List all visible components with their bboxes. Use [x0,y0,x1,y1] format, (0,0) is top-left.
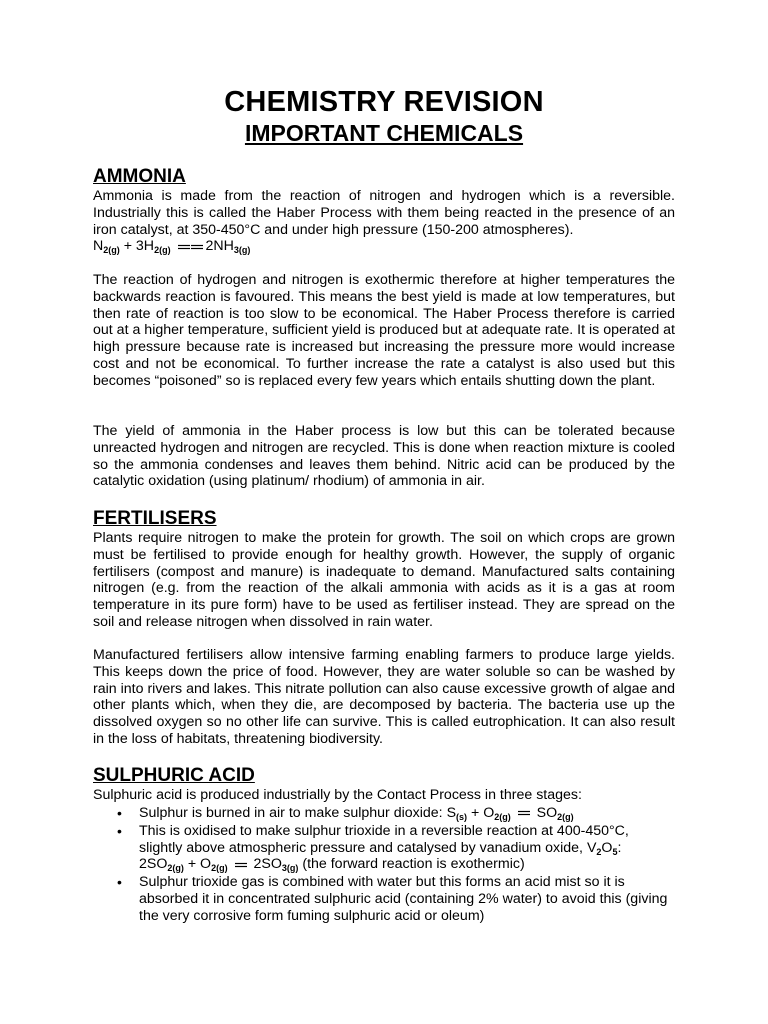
bullet-icon: • [117,822,122,839]
section-heading-fertilisers: FERTILISERS [93,508,217,529]
ammonia-paragraph-3: The yield of ammonia in the Haber process is low but this can be tolerated because unreacted hydrogen and nitrogen are recycled. This is done when reaction mixture is cooled so the ammonia condenses and leaves them behind. Nitric acid can be produced by the catalytic oxidation (using platinum/ rhodium) of ammonia in air. [93,423,675,490]
list-item [93,823,675,873]
fertilisers-paragraph-1: Plants require nitrogen to make the protein for growth. The soil on which crops are grown must be fertilised to provide enough for healthy growth. However, the supply of organic fertilisers (compost and manure) is inadequate to demand. Manufactured salts containing nitrogen (e.g. from the reaction of the alkali ammonia with acids as it is a gas at room temperature in its pure form) have to be used as fertiliser instead. They are spread on the soil and release nitrogen when dissolved in rain water. [93,530,675,630]
stage-2-colon: : [617,839,622,856]
page-title: CHEMISTRY REVISION [224,86,544,118]
section-heading-ammonia: AMMONIA [93,166,186,187]
eq-n: N [93,238,104,255]
eq-n-sub: 2(g) [103,245,120,256]
stage-2-eq-plus-o: + O [183,856,212,873]
eq-plus-h: + 3H [119,238,155,255]
stage-1-plus-o: + O [467,805,495,821]
stage-2-eq-so3: 2SO [253,856,282,873]
stage-1-s-sub: (s) [456,812,468,822]
list-item [93,805,675,822]
equilibrium-arrow-icon [518,810,530,816]
stage-2-eq-so2: 2SO [139,856,168,873]
stage-1-text: Sulphur is burned in air to make sulphur dioxide: S [139,805,457,821]
ammonia-paragraph-2: The reaction of hydrogen and nitrogen is exothermic therefore at higher temperatures the backwards reaction is favoured. This means the best yield is made at low temperatures, but then rate of reaction is too slow to be economical. The Haber Process therefore is carried out at a higher temperature, sufficient yield is produced but at adequate rate. It is operated at high pressure because rate is increased but increasing the pressure more would increase cost and not be economical. To further increase the rate a catalyst is also used but this becomes “poisoned” so is replaced every few years which entails shutting down the plant. [93,272,675,389]
equilibrium-arrow-icon [191,244,203,250]
contact-process-stages [93,805,675,926]
stage-2-note: (the forward reaction is exothermic) [298,856,525,873]
stage-2-eq-o-sub: 2(g) [211,863,228,874]
list-item [93,874,675,924]
eq-nh3-sub: 3(g) [233,245,251,256]
stage-2-o-sub: 5 [612,846,618,857]
stage-2-text: This is oxidised to make sulphur trioxide in a reversible reaction at 400-450°C, slightly above atmospheric pressure and catalysed by vanadium oxide, V [139,822,629,856]
ammonia-paragraph-1-text: Ammonia is made from the reaction of nitrogen and hydrogen which is a reversible. Industrially this is called the Haber Process with them being reacted in the presence of an iron catalyst, at 350-450°C and under high pressure (150-200 atmospheres). [93,188,675,238]
eq-nh3: 2NH [205,238,234,255]
stage-2-eq-so3-sub: 3(g) [281,863,299,874]
stage-2-v-sub: 2 [596,846,602,857]
fertilisers-paragraph-2: Manufactured fertilisers allow intensive farming enabling farmers to produce large yields. This keeps down the price of food. However, they are water soluble so can be washed by rain into rivers and lakes. This nitrate pollution can also cause excessive growth of algae and other plants which, when they die, are decomposed by bacteria. The bacteria use up the dissolved oxygen so no other life can survive. This is called eutrophication. It can also result in the loss of habitats, threatening biodiversity. [93,647,675,747]
haber-equation [93,238,250,255]
stage-1-o-sub: 2(g) [494,812,511,822]
section-heading-sulphuric-acid: SULPHURIC ACID [93,765,255,786]
stage-1-product-sub: 2(g) [557,812,574,822]
stage-2-o: O [601,839,613,856]
stage-3-text: Sulphur trioxide gas is combined with water but this forms an acid mist so it is absorbed it in concentrated sulphuric acid (containing 2% water) to avoid this (giving the very corrosive form fuming sulphuric acid or oleum) [139,874,668,924]
bullet-icon: • [117,874,122,891]
eq-h-sub: 2(g) [154,245,171,256]
sulphuric-intro: Sulphuric acid is produced industrially by the Contact Process in three stages: [93,787,582,803]
equilibrium-arrow-icon [178,244,190,250]
stage-1-product: SO [536,805,558,821]
equilibrium-arrow-icon [235,862,247,868]
ammonia-paragraph-1 [93,188,675,255]
bullet-icon: • [117,805,122,821]
page-subtitle: IMPORTANT CHEMICALS [244,120,524,146]
stage-2-eq-so2-sub: 2(g) [167,863,184,874]
